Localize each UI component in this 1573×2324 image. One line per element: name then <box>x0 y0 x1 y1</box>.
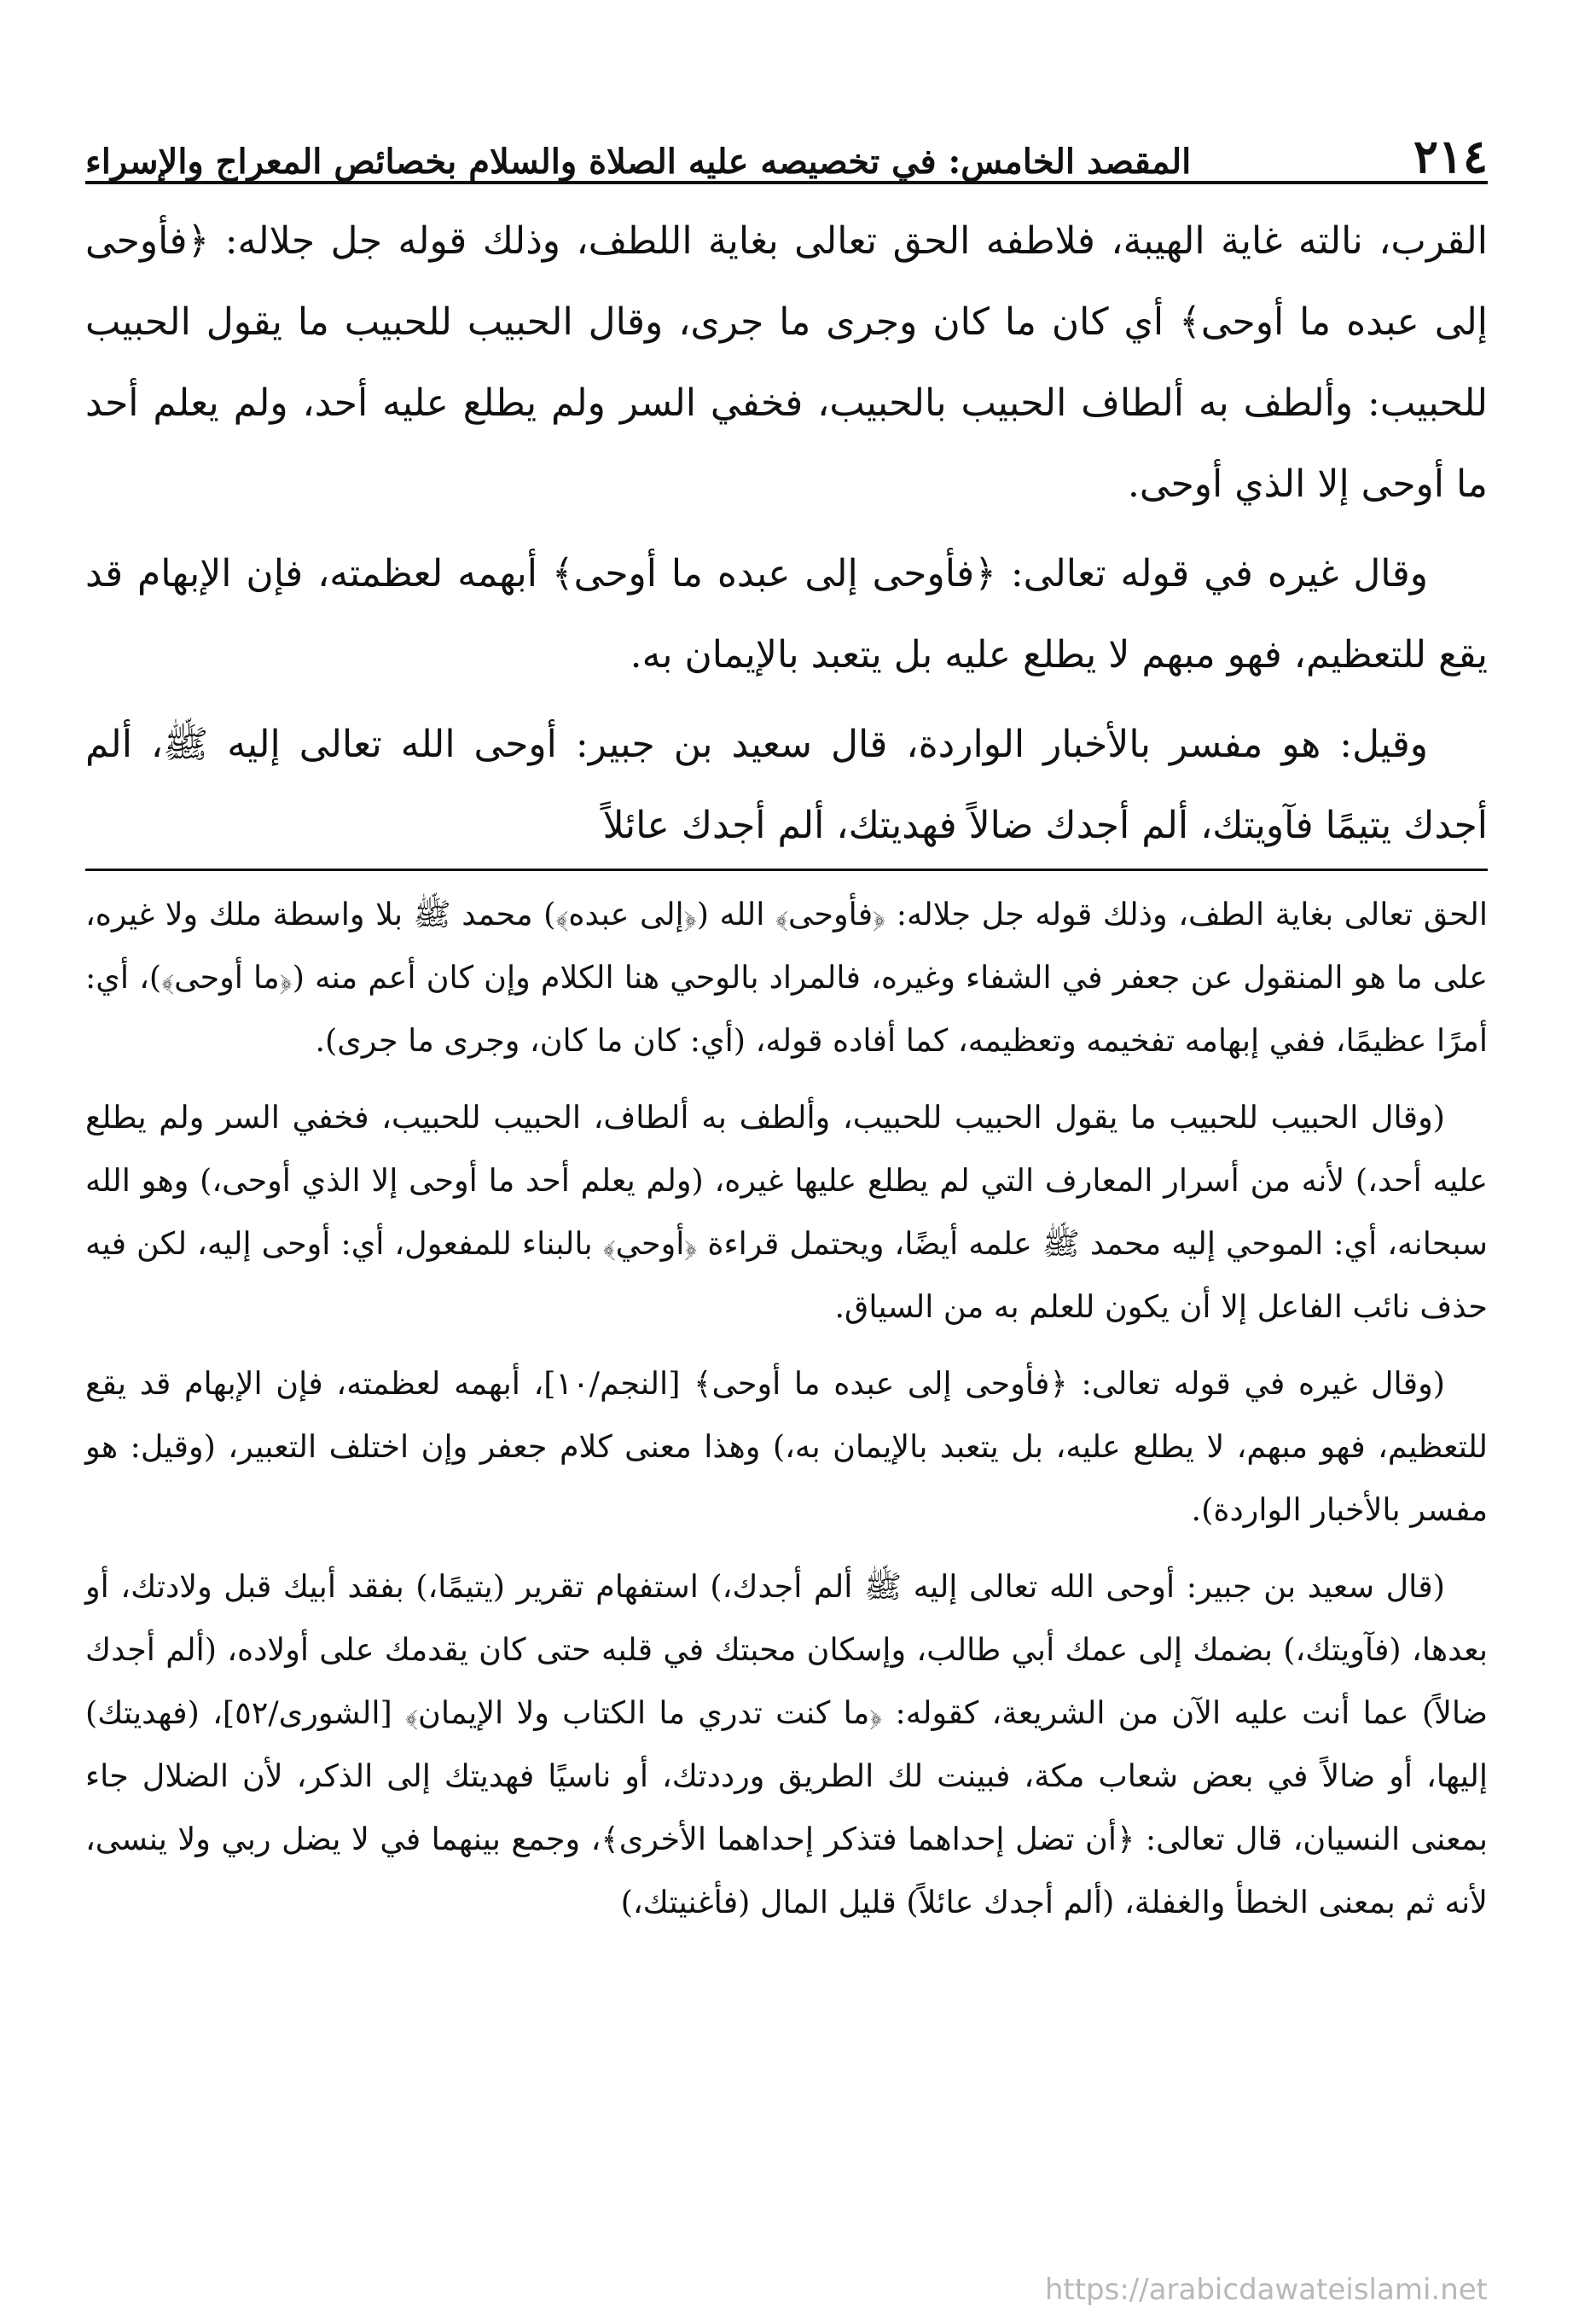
page-header <box>85 111 1488 183</box>
page-number: ٢١٤ <box>1413 129 1488 183</box>
commentary-separator <box>85 869 1488 871</box>
header-rule <box>85 181 1488 184</box>
running-title: المقصد الخامس: في تخصيصه عليه الصلاة والسلام بخصائص المعراج والإسراء <box>85 142 1192 182</box>
main-paragraph: وقال غيره في قوله تعالى: ﴿فأوحى إلى عبده ما أوحى﴾ أبهمه لعظمته، فإن الإبهام قد يقع للتعظيم، فهو مبهم لا يطلع عليه بل يتعبد بالإيمان به. <box>85 552 1488 677</box>
main-paragraph: القرب، نالته غاية الهيبة، فلاطفه الحق تعالى بغاية اللطف، وذلك قوله جل جلاله: ﴿فأوحى إلى عبده ما أوحى﴾ أي كان ما كان وجرى ما جرى، وقال الحبيب للحبيب ما يقول الحبيب للحبيب: وألطف به ألطاف الحبيب بالحبيب، فخفي السر ولم يطلع عليه أحد، ولم يعلم أحد ما أوحى إلا الذي أوحى. <box>85 219 1488 506</box>
commentary-paragraph: (وقال غيره في قوله تعالى: ﴿فأوحى إلى عبده ما أوحى﴾ [النجم/١٠]، أبهمه لعظمته، فإن الإبهام قد يقع للتعظيم، فهو مبهم، لا يطلع عليه، بل يتعبد بالإيمان به،) وهذا معنى كلام جعفر وإن اختلف التعبير، (وقيل: هو مفسر بالأخبار الواردة). <box>85 1365 1488 1528</box>
main-text <box>85 200 1488 874</box>
commentary-paragraph: الحق تعالى بغاية الطف، وذلك قوله جل جلاله: ﴿فأوحى﴾ الله (﴿إلى عبده﴾) محمد ﷺ بلا واسطة ملك ولا غيره، على ما هو المنقول عن جعفر في الشفاء وغيره، فالمراد بالوحي هنا الكلام وإن كان أعم منه (﴿ما أوحى﴾)، أي: أمرًا عظيمًا، ففي إبهامه تفخيمه وتعظيمه، كما أفاده قوله، (أي: كان ما كان، وجرى ما جرى). <box>85 896 1488 1059</box>
commentary-paragraph: (وقال الحبيب للحبيب ما يقول الحبيب للحبيب، وألطف به ألطاف، الحبيب للحبيب، فخفي السر ولم يطلع عليه أحد،) لأنه من أسرار المعارف التي لم يطلع عليها غيره، (ولم يعلم أحد ما أوحى إلا الذي أوحى،) وهو الله سبحانه، أي: الموحي إليه محمد ﷺ علمه أيضًا، ويحتمل قراءة ﴿أوحي﴾ بالبناء للمفعول، أي: أوحى إليه، لكن فيه حذف نائب الفاعل إلا أن يكون للعلم به من السياق. <box>85 1099 1488 1325</box>
watermark-url: https://arabicdawateislami.net <box>1044 2273 1488 2307</box>
commentary-paragraph: (قال سعيد بن جبير: أوحى الله تعالى إليه ﷺ ألم أجدك،) استفهام تقرير (يتيمًا،) بفقد أبيك قبل ولادتك، أو بعدها، (فآويتك،) بضمك إلى عمك أبي طالب، وإسكان محبتك في قلبه حتى كان يقدمك على أولاده، (ألم أجدك ضالاً) عما أنت عليه الآن من الشريعة، كقوله: ﴿ما كنت تدري ما الكتاب ولا الإيمان﴾ [الشورى/٥٢]، (فهديتك) إليها، أو ضالاً في بعض شعاب مكة، فبينت لك الطريق ورددتك، أو ناسيًا فهديتك إلى الذكر، لأن الضلال جاء بمعنى النسيان، قال تعالى: ﴿أن تضل إحداهما فتذكر إحداهما الأخرى﴾، وجمع بينهما في لا يضل ربي ولا ينسى، لأنه ثم بمعنى الخطأ والغفلة، (ألم أجدك عائلاً) قليل المال (فأغنيتك،) <box>85 1568 1489 1920</box>
commentary-text <box>85 883 1488 1948</box>
main-paragraph: وقيل: هو مفسر بالأخبار الواردة، قال سعيد بن جبير: أوحى الله تعالى إليه ﷺ، ألم أجدك يتيمًا فآويتك، ألم أجدك ضالاً فهديتك، ألم أجدك عائلاً <box>85 723 1488 847</box>
